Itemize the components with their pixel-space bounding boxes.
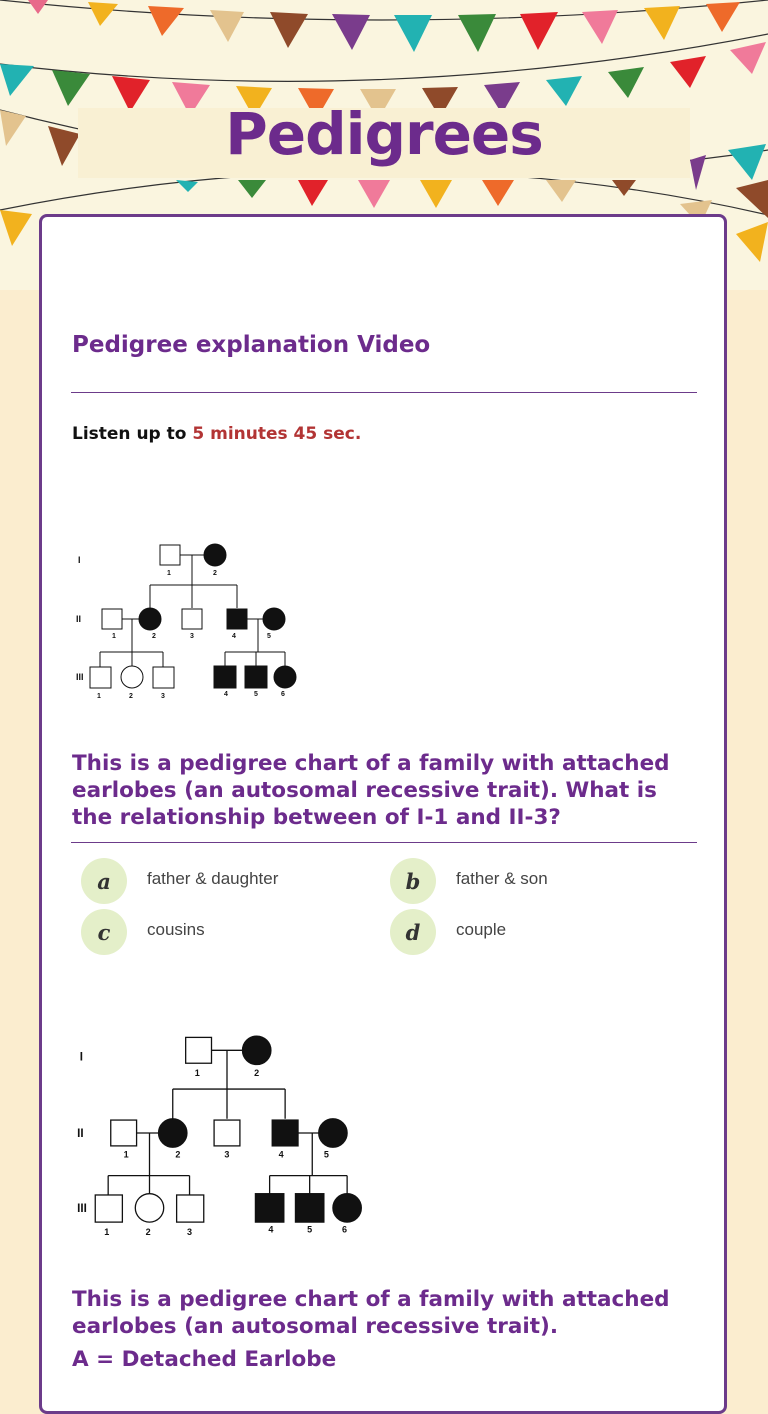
individual-label: 5 [307, 1224, 313, 1235]
option-letter: c [81, 909, 127, 955]
individual-label: 5 [267, 633, 271, 640]
question-2-text: This is a pedigree chart of a family with attached earlobes (an autosomal recessive trait). [72, 1287, 670, 1339]
individual-label: 4 [224, 691, 228, 698]
individual-label: 2 [152, 633, 156, 640]
option-letter: b [390, 858, 436, 904]
generation-label: II [76, 614, 82, 624]
listen-instruction [72, 424, 361, 444]
option-label: father & son [456, 869, 548, 888]
individual-label: 4 [268, 1224, 274, 1235]
individual-label: 1 [123, 1149, 129, 1160]
generation-label: I [79, 1050, 83, 1064]
listen-time: 5 minutes 45 sec. [192, 424, 362, 444]
question-1-text: This is a pedigree chart of a family with attached earlobes (an autosomal recessive trait). What is the relationship between of I-1 and II-3? [72, 751, 670, 830]
individual-label: 2 [175, 1149, 181, 1160]
individual-label: 3 [190, 633, 194, 640]
individual-label: 1 [104, 1227, 110, 1238]
individual-label: 6 [341, 1224, 347, 1235]
divider [71, 392, 697, 393]
individual-label: 5 [323, 1149, 329, 1160]
listen-prefix: Listen up to [72, 424, 193, 444]
individual-label: 2 [129, 693, 133, 700]
individual-label: 3 [224, 1149, 230, 1160]
generation-label: II [77, 1126, 84, 1140]
individual-label: 6 [281, 691, 285, 698]
option-label: couple [456, 920, 507, 939]
individual-label: 2 [145, 1227, 151, 1238]
option-label: cousins [147, 920, 205, 939]
option-letter: a [81, 858, 127, 904]
question-2-line2: A = Detached Earlobe [72, 1347, 337, 1372]
individual-label: 5 [254, 691, 258, 698]
page-title: Pedigrees [225, 100, 543, 168]
individual-label: 2 [213, 570, 217, 577]
individual-label: 3 [186, 1227, 192, 1238]
individual-label: 1 [194, 1068, 200, 1079]
individual-label: 1 [167, 570, 171, 577]
pedigree-chart-2 [72, 1030, 382, 1245]
individual-label: 4 [232, 633, 236, 640]
pedigree-chart-1 [72, 540, 312, 705]
individual-label: 1 [112, 633, 116, 640]
divider [71, 842, 697, 843]
option-letter: d [390, 909, 436, 955]
individual-label: 3 [161, 693, 165, 700]
generation-label: III [77, 1201, 87, 1215]
individual-label: 1 [97, 693, 101, 700]
generation-label: I [78, 555, 81, 565]
individual-label: 2 [254, 1068, 260, 1079]
video-section-heading: Pedigree explanation Video [72, 332, 431, 358]
individual-label: 4 [278, 1149, 284, 1160]
generation-label: III [76, 672, 84, 682]
option-label: father & daughter [147, 869, 279, 888]
